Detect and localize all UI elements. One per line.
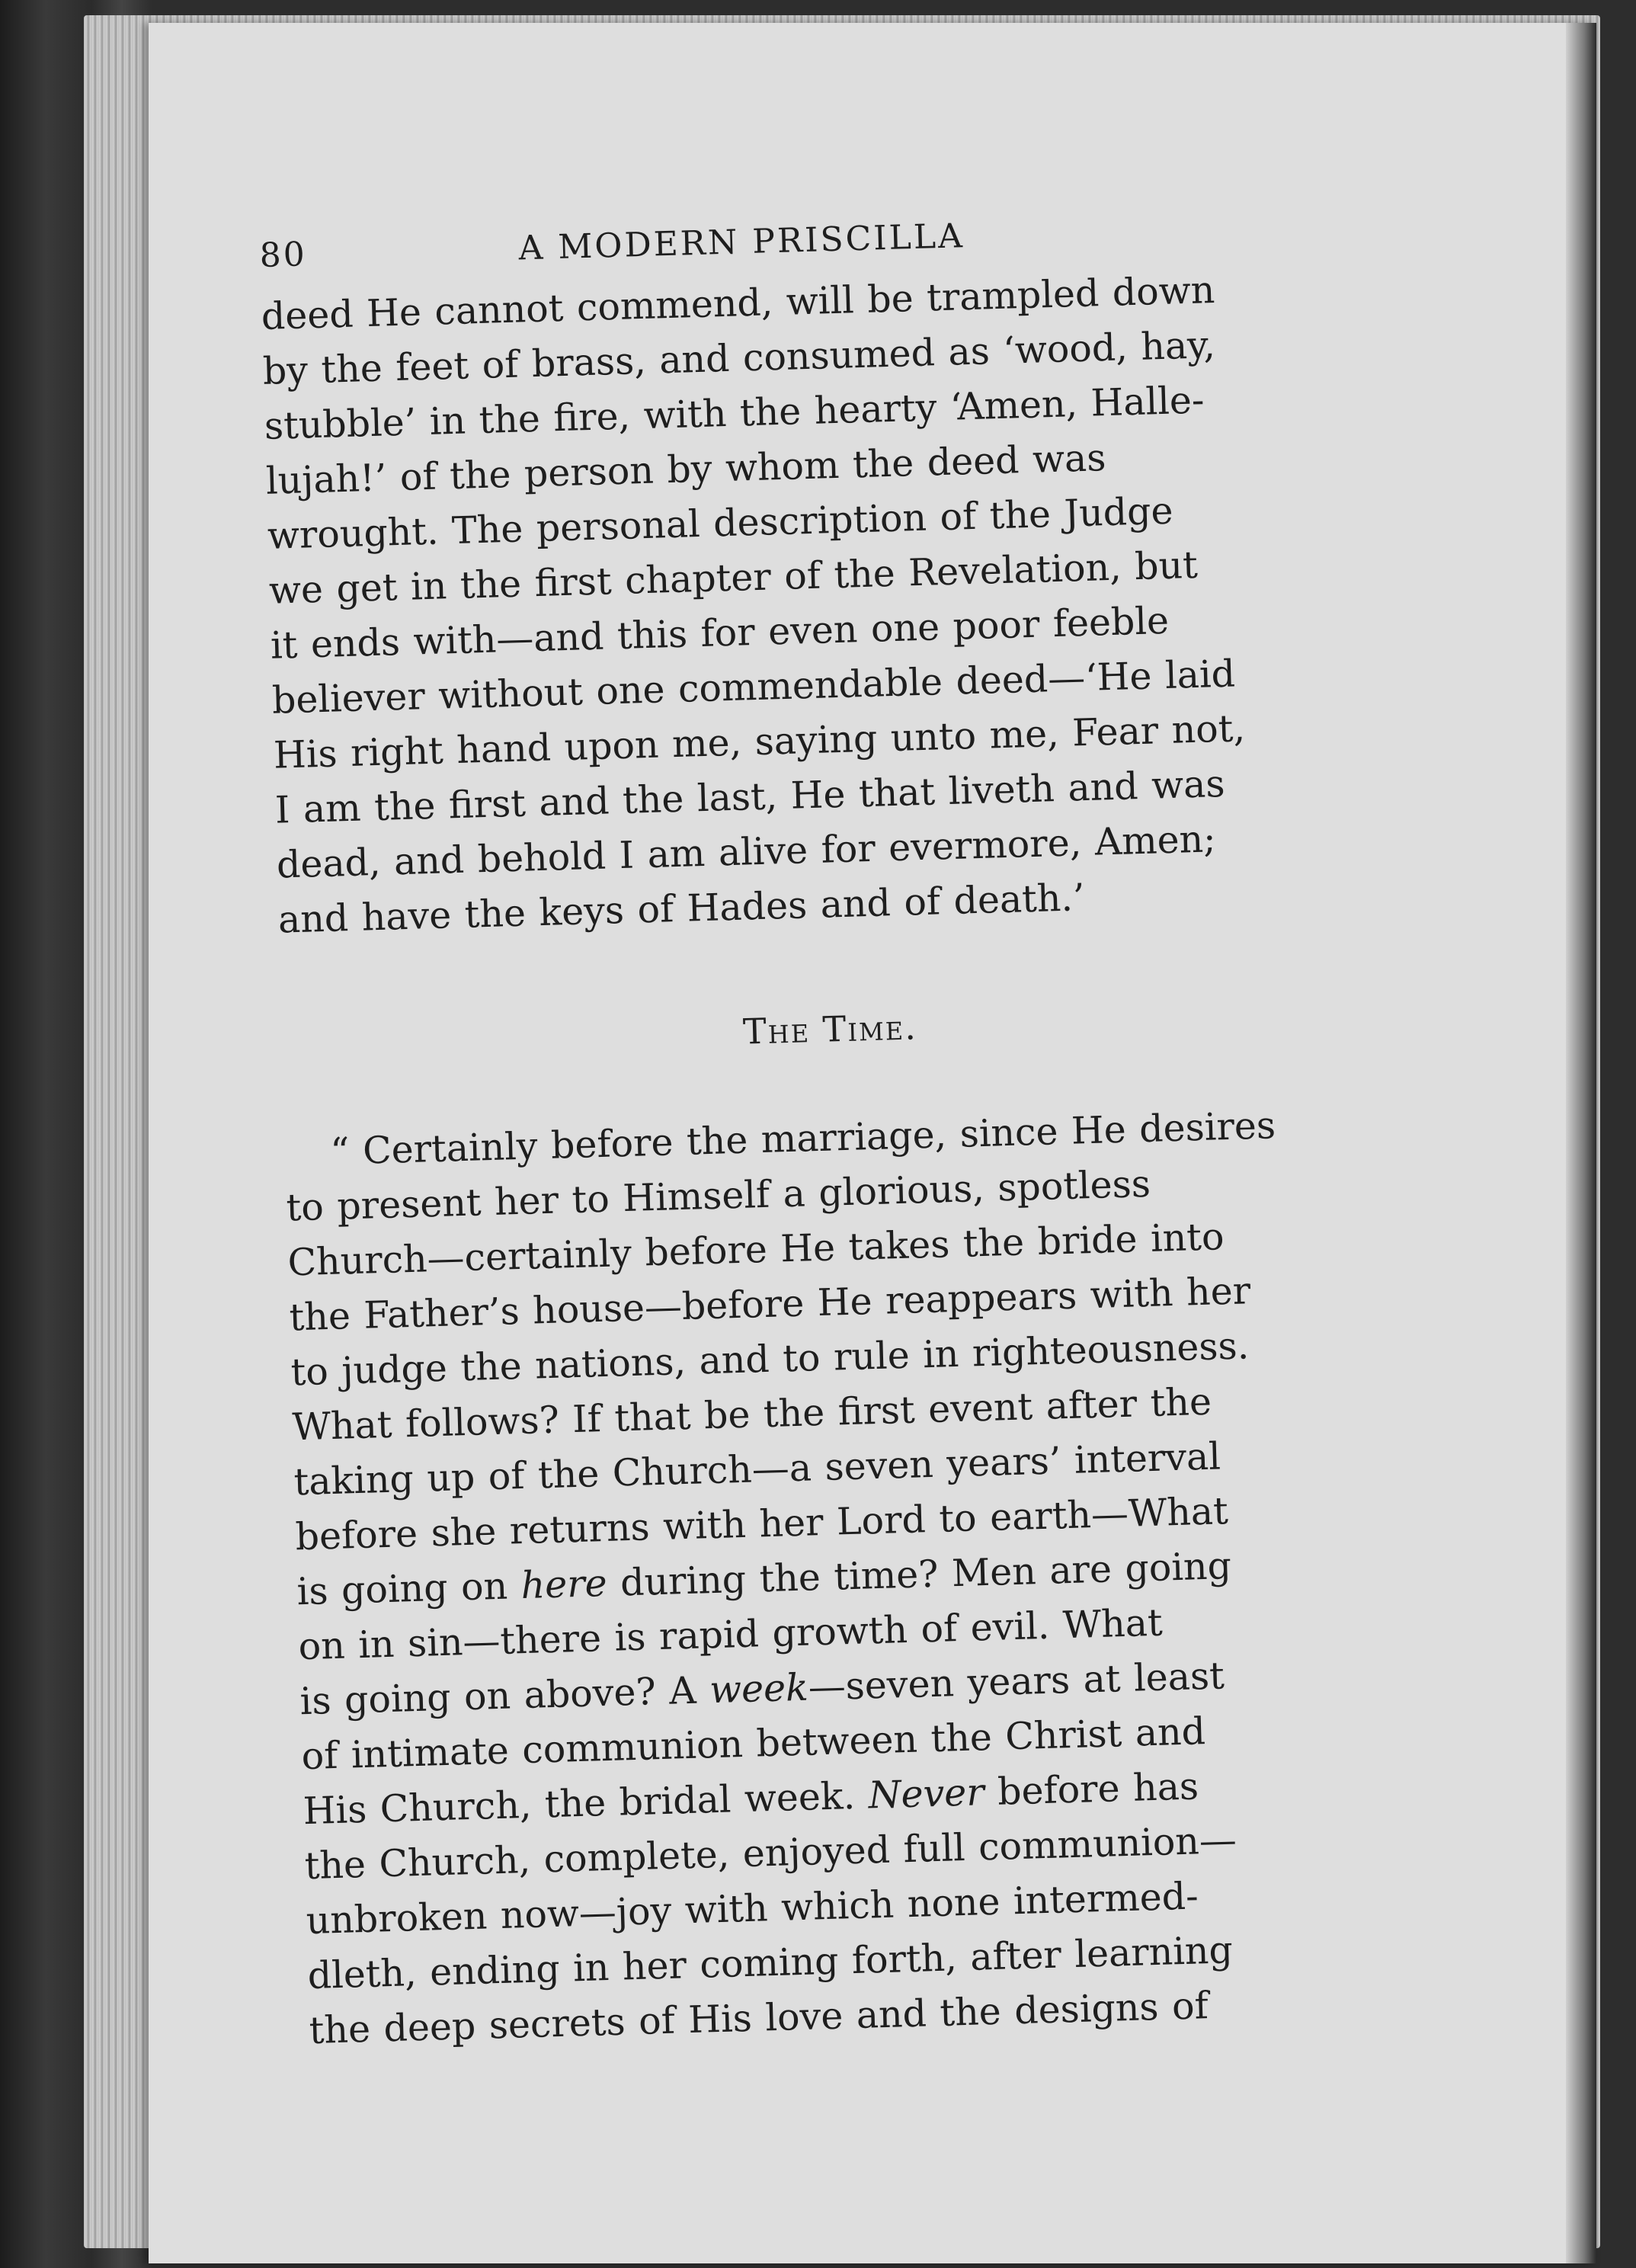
text-line: taking up of the Church—a seven years’ interval [293, 1434, 1221, 1504]
text-segment: during the time? Men are going [606, 1544, 1232, 1605]
text-line: deed He cannot commend, will be trampled down [261, 268, 1215, 338]
text-line: the Church, complete, enjoyed full communion— [303, 1818, 1237, 1888]
text-segment: His Church, the bridal week. [302, 1773, 869, 1834]
italic-word: Never [867, 1770, 985, 1818]
text-line: it ends with—and this for even one poor feeble [270, 598, 1170, 668]
text-line: by the feet of brass, and consumed as ‘wood, hay, [262, 323, 1216, 393]
text-line: to present her to Himself a glorious, spotless [285, 1161, 1151, 1230]
text-line: before she returns with her Lord to earth—What [294, 1489, 1229, 1559]
paragraph-2 [284, 1095, 1407, 2058]
text-line: dead, and behold I am alive for evermore, Amen; [276, 817, 1217, 887]
italic-word: here [520, 1561, 608, 1608]
text-line: What follows? If that be the first event after the [291, 1379, 1212, 1450]
text-line: unbroken now—joy with which none intermed- [305, 1874, 1199, 1943]
text-line: dleth, ending in her coming forth, after learning [306, 1928, 1234, 1998]
text-segment: is going on above? A [299, 1668, 710, 1724]
text-line: to judge the nations, and to rule in righteousness. [290, 1324, 1250, 1395]
page-content [259, 206, 1407, 2058]
text-segment: is going on [296, 1564, 522, 1614]
running-title: A MODERN PRISCILLA [517, 216, 965, 268]
text-line: the deep secrets of His love and the designs of [308, 1984, 1209, 2053]
text-line: on in sin—there is rapid growth of evil. What [297, 1600, 1164, 1669]
text-line: believer without one commendable deed—‘He laid [271, 652, 1236, 722]
text-segment: before has [983, 1764, 1199, 1815]
text-line: I am the first and the last, He that liveth and was [274, 761, 1226, 832]
text-line: we get in the first chapter of the Revelation, but [268, 543, 1199, 613]
text-line: the Father’s house—before He reappears with her [288, 1269, 1251, 1340]
page-number: 80 [259, 235, 308, 275]
text-line: wrought. The personal description of the Judge [267, 489, 1174, 558]
italic-word: week [709, 1665, 809, 1712]
page-gutter-shadow [1566, 23, 1596, 2263]
section-heading: The Time. [742, 1006, 918, 1052]
text-line: Church—certainly before He takes the bride into [287, 1215, 1225, 1285]
text-line: lujah!’ of the person by whom the deed was [265, 436, 1107, 503]
text-segment: —seven years at least [807, 1654, 1225, 1709]
text-line: stubble’ in the fire, with the hearty ‘Amen, Halle- [264, 378, 1205, 448]
text-line: “ Certainly before the marriage, since He desires [329, 1104, 1276, 1174]
text-line: of intimate communion between the Christ and [300, 1709, 1206, 1779]
text-line: and have the keys of Hades and of death.’ [277, 876, 1086, 942]
paragraph-1 [261, 259, 1376, 948]
text-line: His right hand upon me, saying unto me, Fear not, [273, 706, 1246, 777]
